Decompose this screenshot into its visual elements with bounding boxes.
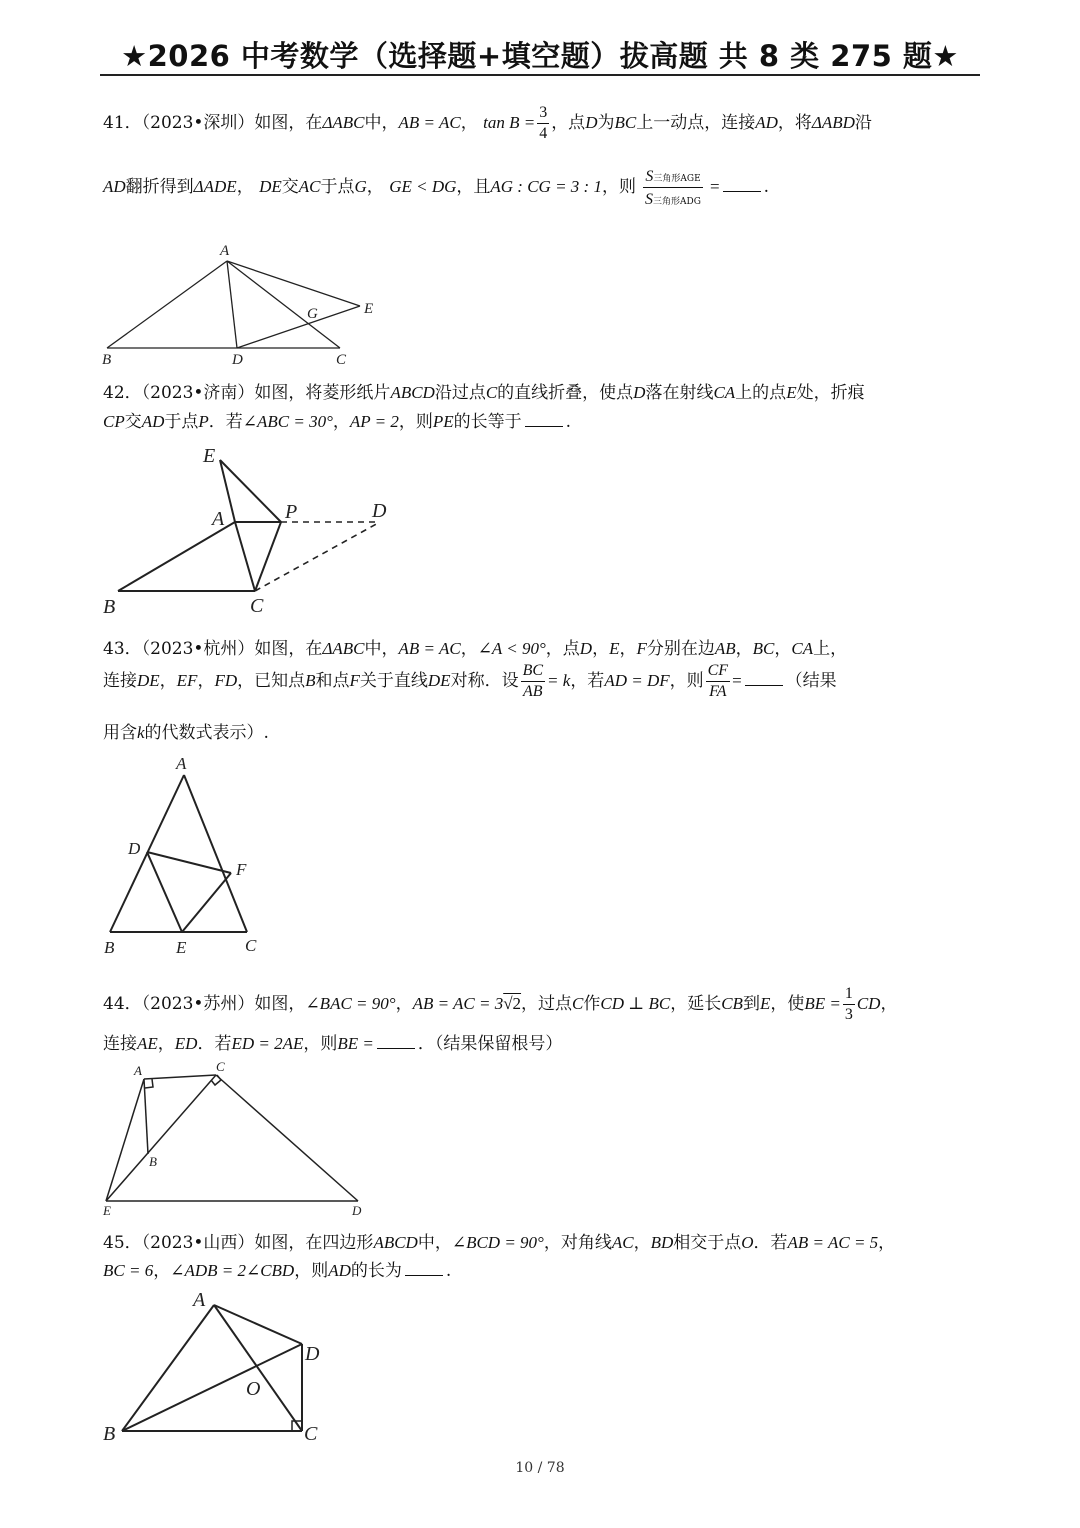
header-rule: [100, 74, 980, 76]
q43-label-D: D: [128, 839, 141, 858]
q41-fraction: $\frac{3}{4}$: [539, 104, 548, 142]
q42-label-D: D: [372, 500, 387, 522]
q41-label-A: A: [220, 243, 230, 259]
q43-fraction-cf-fa: $\frac{CF}{FA}$: [707, 662, 729, 700]
q45-label-A: A: [193, 1289, 206, 1311]
q44-text-line2: 连接AE，ED．若ED = 2AE，则BE = ．（结果保留根号）: [103, 1034, 563, 1054]
q42-text-line2: CP交AD于点P．若∠ABC = 30°，AP = 2，则PE的长等于 .: [103, 412, 572, 432]
q41-figure: [100, 238, 390, 370]
q43-label-A: A: [176, 754, 187, 773]
q41-text-line1: 41．（2023•深圳）如图，在ΔABC中，AB = AC， tan B = $\frac{3}{4}$ ，点D为BC上一动点，连接AD，将ΔABD沿: [103, 104, 872, 142]
answer-blank: [377, 1034, 415, 1049]
q43-text-line1: 43．（2023•杭州）如图，在ΔABC中，AB = AC，∠A < 90°，点D，E，F分别在边AB，BC，CA上，: [103, 639, 848, 659]
q45-text-line2: BC = 6，∠ADB = 2∠CBD，则AD的长为 .: [103, 1261, 452, 1281]
answer-blank: [745, 671, 783, 686]
q41-label-D: D: [232, 352, 243, 368]
q44-label-D: D: [352, 1203, 362, 1218]
q43-figure: [100, 752, 270, 962]
q43-label-C: C: [245, 936, 257, 955]
page-title: ★2026 中考数学（选择题+填空题）拔高题 共 8 类 275 题★: [121, 39, 959, 73]
q44-fraction: $\frac{1}{3}$: [844, 985, 853, 1023]
q41-label-C: C: [336, 352, 347, 368]
q45-label-B: B: [103, 1423, 116, 1445]
q42-label-C: C: [250, 595, 264, 617]
answer-blank: [525, 412, 563, 427]
q41-label-E: E: [364, 301, 374, 317]
q41-text-line2: AD翻折得到ΔADE， DE交AC于点G， GE < DG，且AG : CG = 3 : 1，则 $\frac{\text{S三角形AGE}}{\text{S三角形ADG}}$ = .: [103, 168, 770, 208]
q41-label-B: B: [102, 352, 112, 368]
q44-label-A: A: [134, 1063, 142, 1078]
q44-text-line1: 44．（2023•苏州）如图，∠BAC = 90°，AB = AC = 3√2，过点C作CD ⊥ BC，延长CB到E，使BE = $\frac{1}{3}$ CD，: [103, 985, 898, 1023]
answer-blank: [723, 177, 761, 192]
page-number: 10 / 78: [515, 1460, 565, 1476]
q43-label-F: F: [236, 860, 247, 879]
q42-label-P: P: [285, 501, 298, 523]
q43-text-line2: 连接DE，EF，FD，已知点B和点F关于直线DE对称．设 $\frac{BC}{AB}$ = k，若AD = DF，则 $\frac{CF}{FA}$ = （结果: [103, 662, 837, 700]
q43-fraction-bc-ab: $\frac{BC}{AB}$: [522, 662, 544, 700]
q44-label-C: C: [216, 1059, 225, 1074]
q44-label-E: E: [103, 1203, 111, 1218]
q45-label-O: O: [246, 1378, 261, 1400]
q43-label-B: B: [104, 938, 115, 957]
q45-text-line1: 45．（2023•山西）如图，在四边形ABCD中，∠BCD = 90°，对角线AC，BD相交于点O．若AB = AC = 5，: [103, 1233, 896, 1253]
answer-blank: [405, 1261, 443, 1276]
q43-text-line3: 用含k的代数式表示）.: [103, 723, 269, 743]
q42-text-line1: 42．（2023•济南）如图，将菱形纸片ABCD沿过点C的直线折叠，使点D落在射线CA上的点E处，折痕: [103, 383, 865, 403]
q42-label-A: A: [212, 508, 225, 530]
q44-label-B: B: [149, 1154, 157, 1169]
q45-label-C: C: [304, 1423, 318, 1445]
q45-label-D: D: [305, 1343, 320, 1365]
q42-figure: [100, 438, 400, 618]
q41-label-G: G: [307, 306, 318, 322]
q42-label-E: E: [203, 445, 216, 467]
q43-label-E: E: [176, 938, 187, 957]
q42-label-B: B: [103, 596, 116, 618]
q44-figure: [100, 1058, 370, 1218]
q45-figure: [100, 1286, 340, 1446]
q41-area-ratio: $\frac{\text{S三角形AGE}}{\text{S三角形ADG}}$: [645, 168, 701, 208]
